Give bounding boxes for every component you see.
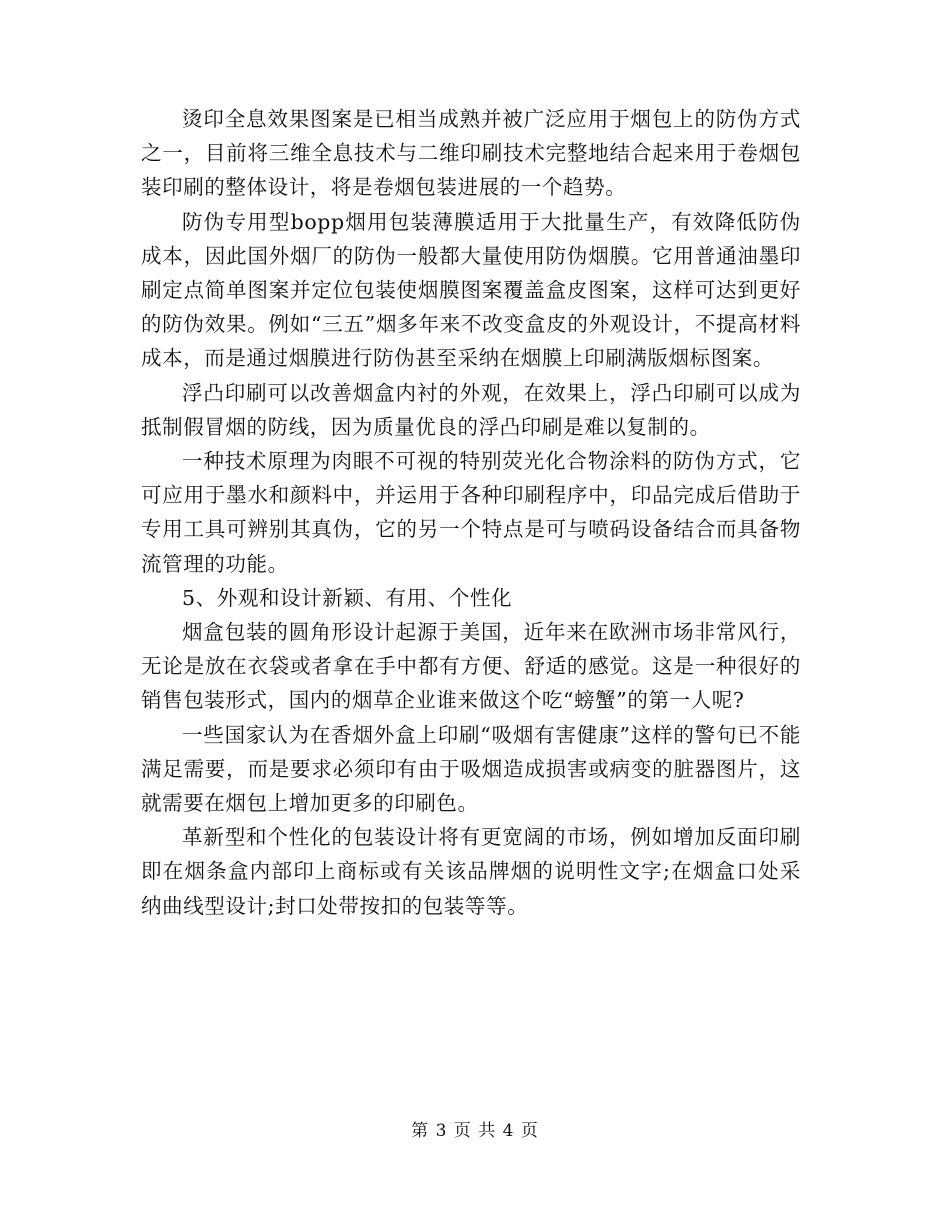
page-number-footer: 第 3 页 共 4 页 [411,1121,539,1141]
paragraph-health-warning: 一些国家认为在香烟外盒上印刷“吸烟有害健康”这样的警句已不能满足需要，而是要求必须印有由于吸烟造成损害或病变的脏器图片，这就需要在烟包上增加更多的印刷色。 [141,722,801,816]
paragraph-hot-stamping-hologram: 烫印全息效果图案是已相当成熟并被广泛应用于烟包上的防伪方式之一，目前将三维全息技术与二维印刷技术完整地结合起来用于卷烟包装印刷的整体设计，将是卷烟包装进展的一个趋势。 [141,107,801,200]
paragraph-fluorescent-coating: 一种技术原理为肉眼不可视的特别荧光化合物涂料的防伪方式，它可应用于墨水和颜料中，并运用于各种印刷程序中，印品完成后借助于专用工具可辨别其真伪，它的另一个特点是可与喷码设备结合而具备物流管理的功能。 [141,449,801,576]
paragraph-bopp-film: 防伪专用型bopp烟用包装薄膜适用于大批量生产，有效降低防伪成本，因此国外烟厂的防伪一般都大量使用防伪烟膜。它用普通油墨印刷定点简单图案并定位包装使烟膜图案覆盖盒皮图案，这样可达到更好的防伪效果。例如“三五”烟多年来不改变盒皮的外观设计，不提高材料成本，而是通过烟膜进行防伪甚至采纳在烟膜上印刷满版烟标图案。 [141,209,801,371]
paragraph-rounded-corner: 烟盒包装的圆角形设计起源于美国，近年来在欧洲市场非常风行，无论是放在衣袋或者拿在手中都有方便、舒适的感觉。这是一种很好的销售包装形式，国内的烟草企业谁来做这个吃“螃蟹”的第一人呢? [141,620,801,713]
section-heading-design: 5、外观和设计新颖、有用、个性化 [182,585,513,610]
paragraph-innovative-packaging: 革新型和个性化的包装设计将有更宽阔的市场，例如增加反面印刷即在烟条盒内部印上商标或有关该品牌烟的说明性文字;在烟盒口处采纳曲线型设计;封口处带按扣的包装等等。 [141,825,801,918]
paragraph-embossing: 浮凸印刷可以改善烟盒内衬的外观，在效果上，浮凸印刷可以成为抵制假冒烟的防线，因为质量优良的浮凸印刷是难以复制的。 [141,380,801,439]
document-body [141,102,801,923]
